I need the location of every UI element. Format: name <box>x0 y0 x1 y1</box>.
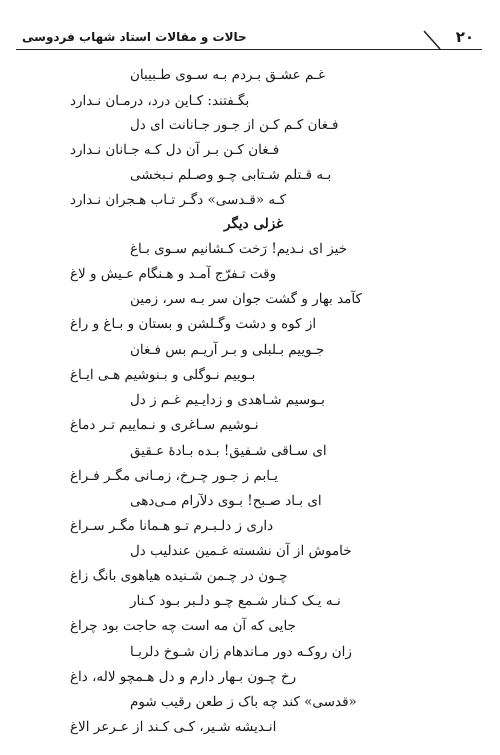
poem1-line-6: کـه «قـدسی» دگـر تـاب هـجران نـدارد <box>70 192 287 208</box>
poem1-line-4: فـغان کـن بـر آن دل کـه جـانان نـدارد <box>70 142 280 158</box>
poem2-line-19: «قدسی» کند چه باک ز طعن رقیب شوم <box>130 694 357 710</box>
poem2-line-13: خاموش از آن نشسته غـمین عندلیب دل <box>130 543 352 559</box>
poem2-line-4: از کوه و دشت وگـلشن و بستان و بـاغ و راغ <box>70 316 317 332</box>
section-title: غزلی دیگر <box>224 216 284 232</box>
poem2-line-10: یـابم ز جـور چـرخ، زمـانی مگـر فـراغ <box>70 468 279 484</box>
page-number: ۲۰ <box>455 28 474 46</box>
poem2-line-8: نـوشیم سـاغری و نـماییم تـر دماغ <box>70 417 259 433</box>
poem1-line-2: بگـفتند: کـاین درد، درمـان نـدارد <box>70 93 250 109</box>
poem2-line-20: انـدیشه شـیر، کـی کـند از عـرعر الاغ <box>70 719 277 735</box>
poem2-line-3: کآمد بهار و گشت جوان سر بـه سر، زمین <box>130 291 362 307</box>
poem2-line-14: چـون در چـمن شـنیده هیاهوی بانگ زاغ <box>70 568 288 584</box>
poem2-line-12: داری ز دلـبـرم تـو هـمانا مگـر سـراغ <box>70 518 274 534</box>
poem1-line-3: فـغان کـم کـن از جـور جـانانت ای دل <box>130 117 339 133</box>
poem2-line-18: رخ چـون بـهار دارم و دل هـمچو لاله، داغ <box>70 669 297 685</box>
poem2-line-15: نـه یـک کـنار شـمع چـو دلـبر بـود کـنار <box>130 593 341 609</box>
poem2-line-16: جایی که آن مه است چه حاجت بود چراغ <box>70 618 296 634</box>
poem2-line-5: جـوییم بـلبلی و بـر آریـم بس فـغان <box>130 342 325 358</box>
poem2-line-7: بـوسیم شـاهدی و زدایـیم غـم ز دل <box>130 392 325 408</box>
poem2-line-1: خیز ای نـدیم! رَخت کـشانیم سـوی بـاغ <box>130 241 348 257</box>
poem2-line-2: وقت تـفرّج آمـد و هـنگام عـیش و لاغ <box>70 266 277 282</box>
poem2-line-6: بـوییم نـوگلی و بـنوشیم هـی ایـاغ <box>70 367 256 383</box>
poem1-line-5: بـه قـتلم شـتابی چـو وصـلم نـبخشی <box>130 167 332 183</box>
poem2-line-9: ای سـاقی شـفیق! بـده بـادهٔ عـقیق <box>130 443 327 459</box>
running-title: حالات و مقالات استاد شهاب فردوسی <box>22 30 247 44</box>
poem2-line-17: زان روکـه دور مـاندهام زان شـوخ دلربـا <box>130 644 352 660</box>
poem1-line-1: غـم عشـق بـردم بـه سـوی طـبیبان <box>130 67 326 83</box>
poem2-line-11: ای بـاد صـبح! بـوی دلآرام مـی‌دهی <box>130 493 322 509</box>
